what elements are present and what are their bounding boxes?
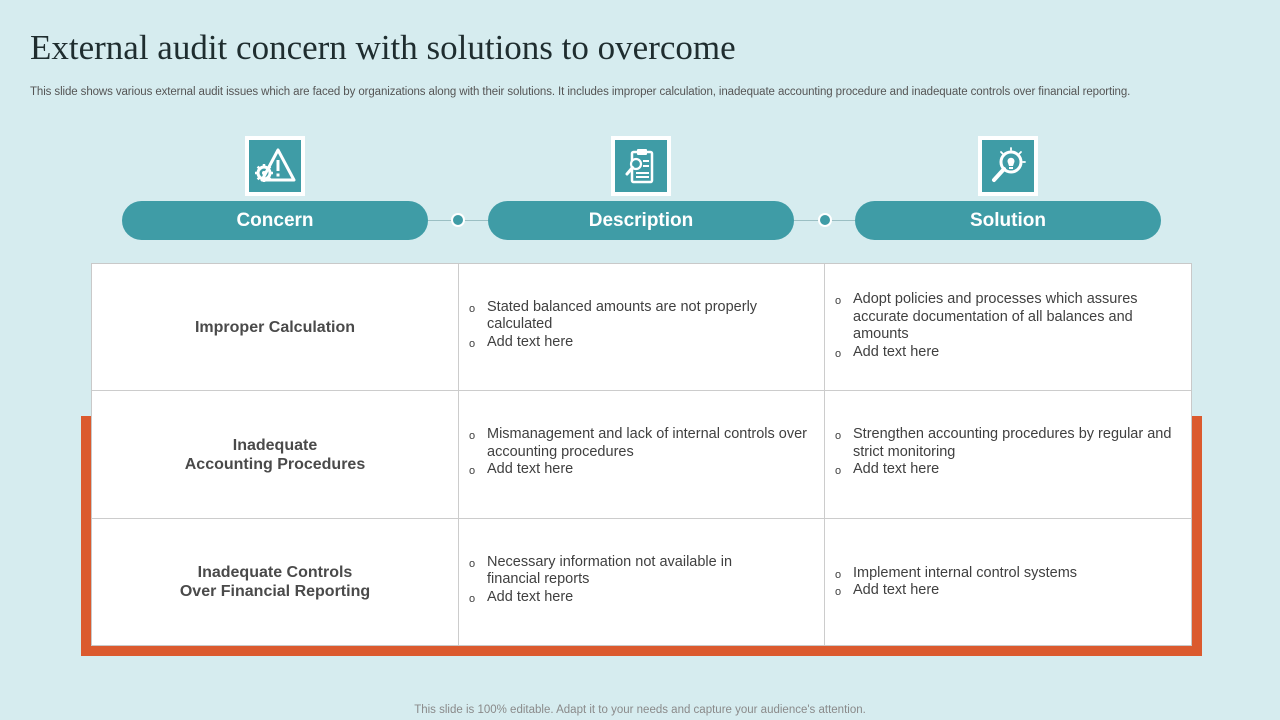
description-cell bbox=[459, 391, 825, 519]
concern-header: Concern bbox=[122, 201, 428, 240]
solution-cell bbox=[825, 264, 1191, 391]
solution-list bbox=[825, 565, 1087, 600]
solution-header: Solution bbox=[855, 201, 1161, 240]
list-item: o Implement internal control systems bbox=[835, 564, 1078, 581]
concern-text: Improper Calculation bbox=[194, 318, 356, 336]
concern-icon-box bbox=[245, 136, 305, 196]
description-icon-box bbox=[611, 136, 671, 196]
list-item: o Add text here bbox=[469, 333, 574, 350]
footer-note: This slide is 100% editable. Adapt it to your needs and capture your audience's attention. bbox=[414, 704, 866, 716]
page-title: External audit concern with solutions to overcome bbox=[30, 28, 736, 67]
concern-cell bbox=[92, 391, 459, 519]
list-item: o Add text here bbox=[835, 343, 940, 360]
concern-text: Inadequate bbox=[232, 436, 318, 454]
solution-icon-box bbox=[978, 136, 1038, 196]
idea-magnifier-icon bbox=[982, 140, 1034, 192]
description-cell bbox=[459, 519, 825, 645]
concern-cell bbox=[92, 264, 459, 391]
list-item: o Mismanagement and lack of internal controls over accounting procedures bbox=[469, 426, 807, 460]
connector-dot bbox=[451, 213, 465, 227]
list-item: o Add text here bbox=[469, 588, 574, 605]
list-item: o Add text here bbox=[469, 461, 574, 478]
description-list bbox=[459, 299, 824, 352]
list-item: o Strengthen accounting procedures by regular and strict monitoring bbox=[835, 426, 1172, 460]
list-item: o Add text here bbox=[835, 461, 940, 478]
concern-text: Accounting Procedures bbox=[184, 455, 366, 473]
description-cell bbox=[459, 264, 825, 391]
clipboard-search-icon bbox=[615, 140, 667, 192]
description-header: Description bbox=[488, 201, 794, 240]
solution-list bbox=[825, 291, 1191, 361]
solution-cell bbox=[825, 391, 1191, 519]
concern-cell bbox=[92, 519, 459, 645]
solution-cell bbox=[825, 519, 1191, 645]
concern-text: Over Financial Reporting bbox=[179, 583, 371, 600]
audit-table bbox=[91, 263, 1192, 646]
list-item: o Stated balanced amounts are not properly calculated bbox=[469, 298, 758, 333]
warning-gear-icon bbox=[249, 140, 301, 192]
connector-dot bbox=[818, 213, 832, 227]
solution-list bbox=[825, 426, 1191, 479]
list-item: o Add text here bbox=[835, 582, 940, 598]
description-list bbox=[459, 554, 824, 607]
concern-text: Inadequate Controls bbox=[197, 564, 353, 581]
list-item: o Adopt policies and processes which assures accurate documentation of all balances and amounts bbox=[835, 291, 1138, 342]
page-subtitle: This slide shows various external audit issues which are faced by organizations along with their solutions. It includes improper calculation, inadequate accounting procedure and inadequate controls over financial reporting. bbox=[30, 86, 1131, 98]
list-item: o Necessary information not available in financial reports bbox=[469, 553, 733, 588]
description-list bbox=[459, 426, 824, 479]
